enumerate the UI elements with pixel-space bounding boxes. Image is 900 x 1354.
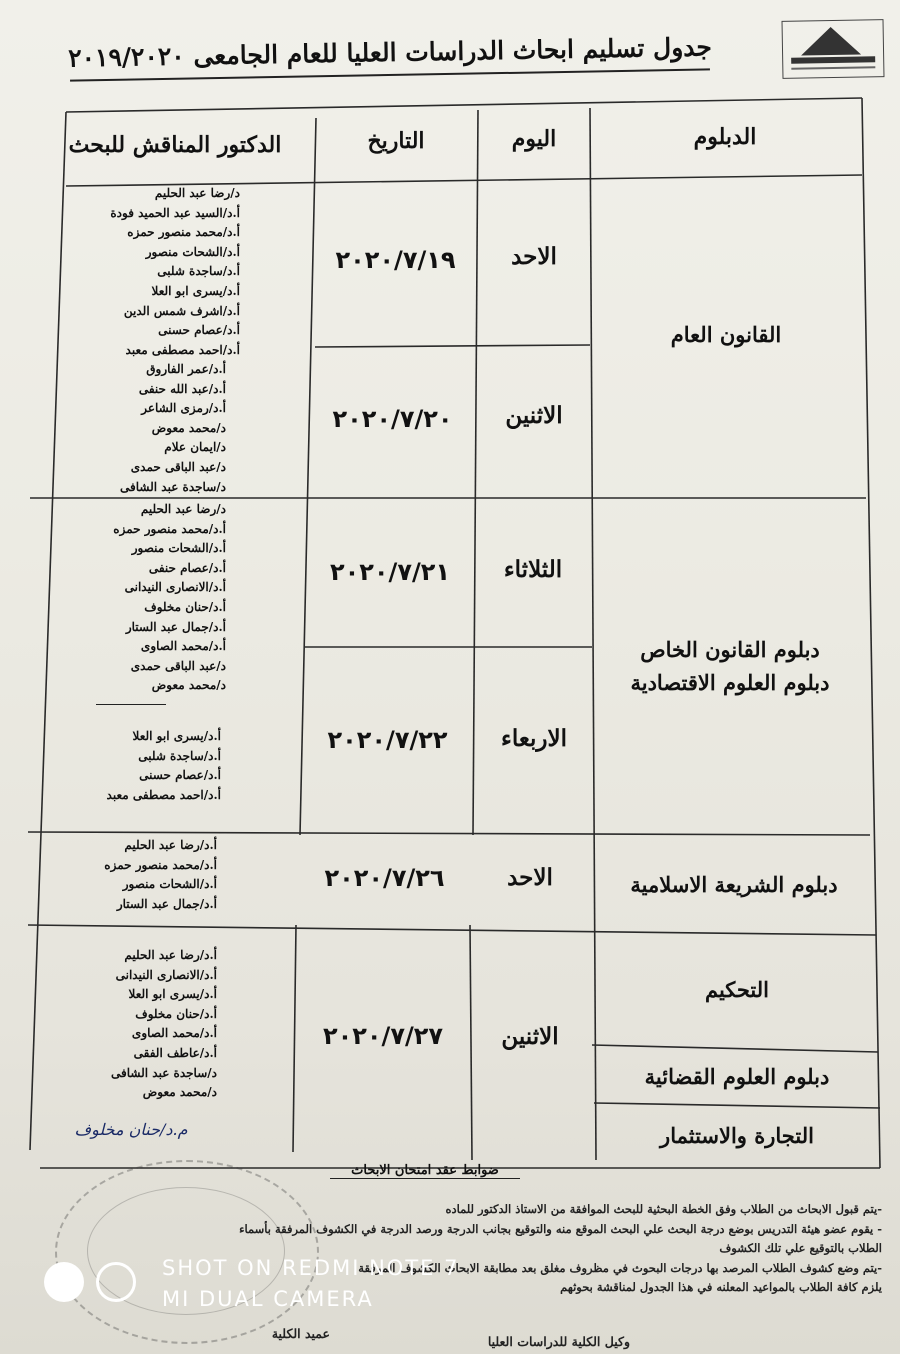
rule-item: الطلاب بالتوقيع علي تلك الكشوف — [719, 1241, 882, 1255]
examiner-name: د/ساجدة عبد الشافى — [111, 1065, 217, 1080]
header-day: اليوم — [511, 126, 557, 152]
examiner-name: أ.د/الشحات منصور — [145, 244, 240, 259]
examiner-name: د/محمد معوض — [142, 1085, 217, 1100]
diploma-cell — [596, 1060, 878, 1093]
examiner-list — [70, 500, 226, 713]
examiner-name: د/ساجدة عبد الشافى — [120, 479, 226, 494]
examiner-name: أ.د/محمد منصور حمزه — [113, 521, 226, 536]
examiner-name: د/ايمان علام — [164, 440, 226, 455]
diploma-cell — [600, 318, 852, 351]
examiner-name: د/عبد الباقى حمدى — [130, 658, 226, 673]
day-cell: الاثنين — [505, 402, 563, 429]
diploma-cell — [596, 868, 872, 901]
examiner-name: أ.د/احمد مصطفى معبد — [106, 787, 221, 802]
examiner-list — [62, 836, 217, 914]
examiner-name: أ.د/رمزى الشاعر — [141, 401, 226, 416]
examiner-name: أ.د/ساجدة شلبى — [157, 264, 240, 279]
diploma-label: دبلوم العلوم الاقتصادية — [630, 670, 830, 695]
watermark-line: SHOT ON REDMI NOTE 7 — [162, 1256, 460, 1280]
examiner-name: د/رضا عبد الحليم — [140, 502, 226, 516]
examiner-name: أ.د/احمد مصطفى معبد — [125, 342, 240, 357]
examiner-name: أ.د/اشرف شمس الدين — [123, 303, 240, 318]
header-examiner: الدكتور المناقش للبحث — [68, 132, 282, 158]
examiner-name: أ.د/يسرى ابو العلا — [132, 729, 221, 743]
examiner-name: أ.د/السيد عبد الحميد فودة — [110, 205, 240, 220]
date-cell: ٢٠٢٠/٧/٢٦ — [324, 864, 445, 892]
diploma-label: التحكيم — [704, 977, 770, 1002]
rule-item: -يتم وضع كشوف الطلاب المرصد بها درجات البحوث في مظروف مغلق بعد مطابقة الابحاث الكشوف المرفقة — [358, 1260, 882, 1275]
examiner-name: أ.د/الشحات منصور — [131, 541, 226, 556]
examiner-name: أ.د/عاطف الفقى — [133, 1045, 217, 1060]
rule-item: يلزم كافة الطلاب بالمواعيد المعلنه في هذا الجدول لمناقشة بحوثهم — [560, 1280, 882, 1294]
camera-watermark — [44, 1256, 484, 1329]
diploma-label: دبلوم الشريعة الاسلامية — [630, 872, 838, 897]
examiner-name: أ.د/محمد الصاوى — [131, 1026, 217, 1041]
examiner-name: أ.د/حنان مخلوف — [135, 1006, 217, 1021]
rule-item: - يقوم عضو هيئة التدريس بوضع درجة البحث علي البحث الموقع منه والتوقيع بجانب الدرجة ورصد الدرجة في الكشوف المرفقة بأسماء — [239, 1221, 882, 1236]
date-cell: ٢٠٢٠/٧/٢٧ — [322, 1022, 444, 1050]
divider-line — [96, 704, 166, 705]
date-cell: ٢٠٢٠/٧/٢٢ — [327, 726, 448, 754]
header-diploma: الدبلوم — [693, 124, 757, 150]
examiner-name: د/محمد معوض — [151, 420, 226, 435]
date-cell: ٢٠٢٠/٧/٢٠ — [332, 405, 453, 433]
examiner-name: أ.د/رضا عبد الحليم — [124, 948, 217, 962]
examiner-name: أ.د/الشحات منصور — [122, 877, 217, 892]
examiner-name: أ.د/يسرى ابو العلا — [128, 987, 217, 1002]
diploma-cell — [596, 973, 878, 1006]
examiner-name: أ.د/محمد الصاوى — [140, 639, 226, 654]
diploma-cell — [596, 1119, 878, 1152]
diploma-label: دبلوم العلوم القضائية — [644, 1064, 830, 1089]
day-cell: الاثنين — [501, 1023, 559, 1050]
examiner-name: أ.د/الانصارى النيدانى — [115, 967, 217, 982]
date-cell: ٢٠٢٠/٧/٢١ — [329, 558, 451, 586]
examiner-list — [66, 727, 221, 805]
examiner-name: د/رضا عبد الحليم — [154, 186, 240, 200]
document-title: جدول تسليم ابحاث الدراسات العليا للعام الجامعى ٢٠١٩/٢٠٢٠ — [67, 32, 713, 73]
day-cell: الثلاثاء — [503, 556, 563, 583]
examiner-name: أ.د/محمد منصور حمزه — [104, 857, 217, 872]
rules-title: ضوابط عقد امتحان الابحاث — [330, 1163, 520, 1179]
examiner-list — [62, 946, 217, 1103]
examiner-list — [68, 360, 226, 497]
diploma-label: القانون العام — [670, 322, 782, 347]
examiner-name: أ.د/الانصارى النيدانى — [124, 580, 226, 595]
examiner-name: أ.د/يسرى ابو العلا — [151, 283, 240, 298]
examiner-name: أ.د/عصام حسنى — [139, 768, 221, 783]
watermark-line: MI DUAL CAMERA — [162, 1287, 374, 1311]
examiner-name: أ.د/ساجدة شلبى — [138, 748, 221, 763]
day-cell: الاحد — [507, 864, 553, 891]
examiner-name: أ.د/حنان مخلوف — [144, 599, 226, 614]
examiner-name: أ.د/عمر الفاروق — [146, 362, 226, 376]
examiner-name: أ.د/محمد منصور حمزه — [127, 225, 240, 240]
examiner-name: د/محمد معوض — [151, 678, 226, 693]
examiner-name: د/عبد الباقى حمدى — [130, 459, 226, 474]
dean-signature: عميد الكلية — [271, 1326, 330, 1341]
diploma-cell — [600, 633, 860, 699]
header-date: التاريخ — [367, 128, 425, 154]
vice-dean-signature: وكيل الكلية للدراسات العليا — [487, 1334, 630, 1349]
watermark-ring-icon — [96, 1262, 136, 1302]
watermark-dot-icon — [44, 1262, 84, 1302]
examiner-name: أ.د/جمال عبد الستار — [116, 896, 217, 911]
examiner-name: أ.د/عبد الله حنفى — [138, 381, 226, 396]
examiner-name: أ.د/عصام حسنى — [158, 323, 240, 338]
day-cell: الاربعاء — [501, 725, 567, 752]
examiner-name: أ.د/رضا عبد الحليم — [124, 838, 217, 852]
rule-item: -يتم قبول الابحاث من الطلاب وفق الخطة البحثية للبحث الموافقة من الاستاذ الدكتور للماده — [445, 1202, 882, 1216]
handwritten-note: م.د/حنان مخلوف — [74, 1120, 188, 1139]
diploma-label: التجارة والاستثمار — [660, 1123, 814, 1148]
examiner-list — [70, 184, 240, 360]
date-cell: ٢٠٢٠/٧/١٩ — [335, 246, 456, 274]
diploma-label: دبلوم القانون الخاص — [640, 637, 820, 662]
examiner-name: أ.د/عصام حنفى — [148, 560, 226, 575]
day-cell: الاحد — [511, 243, 557, 270]
examiner-name: أ.د/جمال عبد الستار — [125, 619, 226, 634]
